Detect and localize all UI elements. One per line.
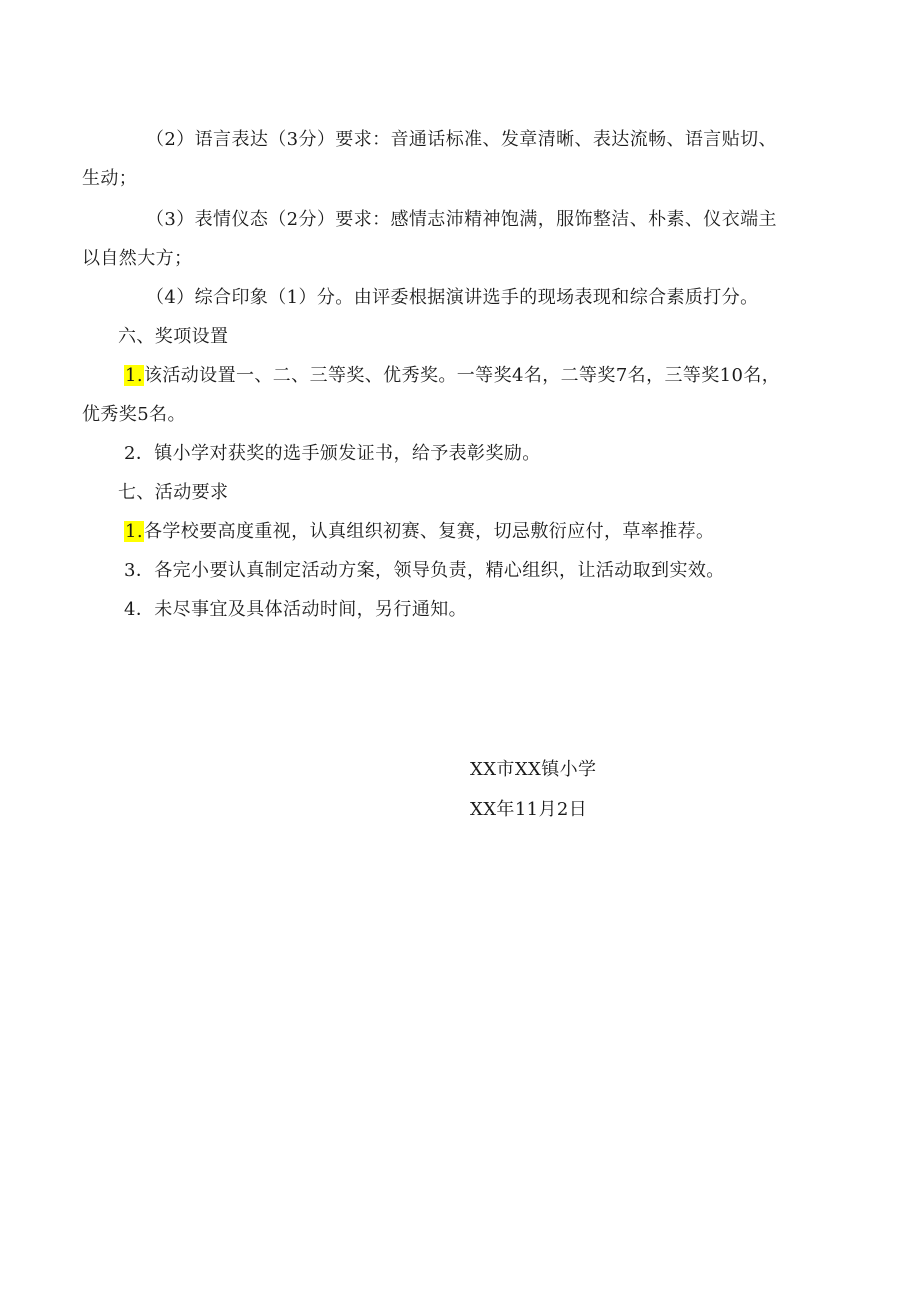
- section6-item1-text: 该活动设置一、二、三等奖、优秀奖。一等奖4名，二等奖7名，三等奖10名，: [143, 365, 781, 386]
- section6-heading: 六、奖项设置: [118, 326, 229, 347]
- paragraph-language-line1: （2）语言表达（3分）要求：音通话标准、发章清晰、表达流畅、语言贴切、: [146, 129, 777, 150]
- section6-item1: [124, 363, 780, 389]
- section7-heading: 七、活动要求: [118, 482, 229, 503]
- section7-item4: 4．未尽事宜及具体活动时间，另行通知。: [124, 599, 468, 620]
- signature-date: XX年11月2日: [470, 799, 588, 820]
- section6-item2: 2．镇小学对获奖的选手颁发证书，给予表彰奖励。: [124, 443, 541, 464]
- paragraph-expression-line2: 以自然大方；: [82, 248, 193, 269]
- signature-org: XX市XX镇小学: [470, 759, 597, 780]
- item-number-highlight: 1.: [125, 365, 143, 386]
- item-number-highlight: 1.: [125, 521, 143, 542]
- paragraph-language-line2: 生动；: [82, 168, 138, 189]
- section7-item1-text: 各学校要高度重视，认真组织初赛、复赛，切忌敷衍应付，草率推荐。: [143, 521, 715, 542]
- paragraph-overall: （4）综合印象（1）分。由评委根据演讲选手的现场表现和综合素质打分。: [146, 287, 759, 308]
- section7-item3: 3．各完小要认真制定活动方案，领导负责，精心组织，让活动取到实效。: [124, 560, 725, 581]
- paragraph-expression-line1: （3）表情仪态（2分）要求：感情志沛精神饱满，服饰整洁、朴素、仪衣端主: [146, 209, 777, 230]
- section7-item1: [124, 519, 714, 545]
- section6-item1-continuation: 优秀奖5名。: [82, 404, 186, 425]
